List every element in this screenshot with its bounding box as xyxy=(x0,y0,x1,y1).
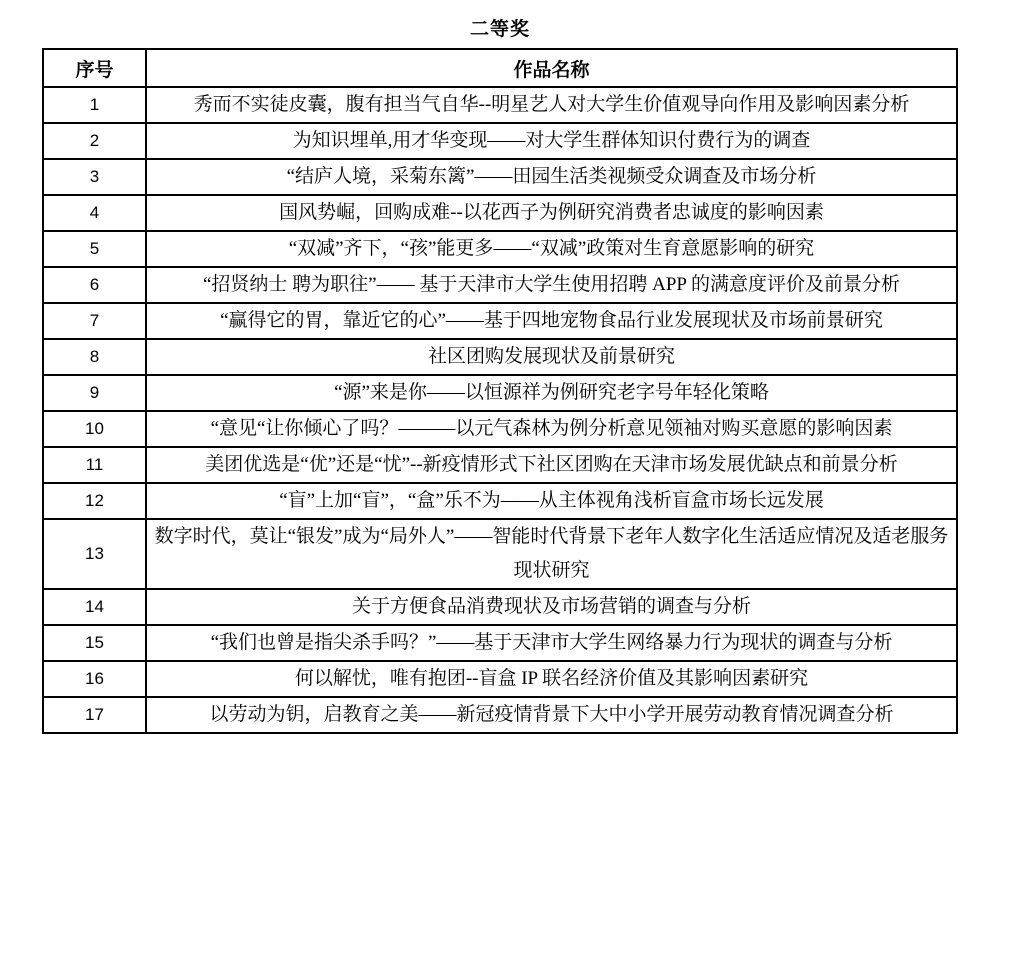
table-row xyxy=(43,303,957,339)
work-title: 何以解忧，唯有抱团--盲盒 IP 联名经济价值及其影响因素研究 xyxy=(146,661,957,697)
table-row xyxy=(43,267,957,303)
work-title: 美团优选是“优”还是“忧”--新疫情形式下社区团购在天津市场发展优缺点和前景分析 xyxy=(146,447,957,483)
row-number: 5 xyxy=(43,231,146,267)
work-title: 社区团购发展现状及前景研究 xyxy=(146,339,957,375)
row-number: 16 xyxy=(43,661,146,697)
table-row xyxy=(43,123,957,159)
row-number: 4 xyxy=(43,195,146,231)
table-row xyxy=(43,411,957,447)
table-row xyxy=(43,339,957,375)
work-title: “我们也曾是指尖杀手吗？”——基于天津市大学生网络暴力行为现状的调查与分析 xyxy=(146,625,957,661)
table-row xyxy=(43,625,957,661)
work-title: 数字时代，莫让“银发”成为“局外人”——智能时代背景下老年人数字化生活适应情况及适老服务现状研究 xyxy=(146,519,957,589)
table-row xyxy=(43,589,957,625)
work-title: 国风势崛，回购成难--以花西子为例研究消费者忠诚度的影响因素 xyxy=(146,195,957,231)
work-title: “源”来是你——以恒源祥为例研究老字号年轻化策略 xyxy=(146,375,957,411)
table-row xyxy=(43,375,957,411)
row-number: 9 xyxy=(43,375,146,411)
table-row xyxy=(43,483,957,519)
row-number: 10 xyxy=(43,411,146,447)
work-title: 秀而不实徒皮囊，腹有担当气自华--明星艺人对大学生价值观导向作用及影响因素分析 xyxy=(146,87,957,123)
table-row xyxy=(43,87,957,123)
row-number: 15 xyxy=(43,625,146,661)
row-number: 12 xyxy=(43,483,146,519)
work-title: “结庐人境，采菊东篱”——田园生活类视频受众调查及市场分析 xyxy=(146,159,957,195)
row-number: 17 xyxy=(43,697,146,733)
row-number: 7 xyxy=(43,303,146,339)
awards-table xyxy=(42,48,958,734)
header-row xyxy=(43,49,957,87)
table-row xyxy=(43,697,957,733)
work-title: “双减”齐下，“孩”能更多——“双减”政策对生育意愿影响的研究 xyxy=(146,231,957,267)
work-title: “意见“让你倾心了吗？———以元气森林为例分析意见领袖对购买意愿的影响因素 xyxy=(146,411,957,447)
page-title: 二等奖 xyxy=(469,19,530,40)
row-number: 11 xyxy=(43,447,146,483)
table-row xyxy=(43,195,957,231)
work-title: “盲”上加“盲”，“盒”乐不为——从主体视角浅析盲盒市场长远发展 xyxy=(146,483,957,519)
table-row xyxy=(43,447,957,483)
row-number: 14 xyxy=(43,589,146,625)
row-number: 1 xyxy=(43,87,146,123)
table-body xyxy=(43,87,957,733)
work-title: 为知识埋单,用才华变现——对大学生群体知识付费行为的调查 xyxy=(146,123,957,159)
work-title: “招贤纳士 聘为职往”—— 基于天津市大学生使用招聘 APP 的满意度评价及前景分析 xyxy=(146,267,957,303)
header-cell-number: 序号 xyxy=(43,49,146,87)
work-title: “赢得它的胃，靠近它的心”——基于四地宠物食品行业发展现状及市场前景研究 xyxy=(146,303,957,339)
table-row xyxy=(43,661,957,697)
header-cell-work-name: 作品名称 xyxy=(146,49,957,87)
row-number: 8 xyxy=(43,339,146,375)
table-row xyxy=(43,159,957,195)
row-number: 2 xyxy=(43,123,146,159)
row-number: 3 xyxy=(43,159,146,195)
row-number: 13 xyxy=(43,519,146,589)
work-title: 以劳动为钥，启教育之美——新冠疫情背景下大中小学开展劳动教育情况调查分析 xyxy=(146,697,957,733)
table-row xyxy=(43,519,957,589)
table-row xyxy=(43,231,957,267)
work-title: 关于方便食品消费现状及市场营销的调查与分析 xyxy=(146,589,957,625)
row-number: 6 xyxy=(43,267,146,303)
